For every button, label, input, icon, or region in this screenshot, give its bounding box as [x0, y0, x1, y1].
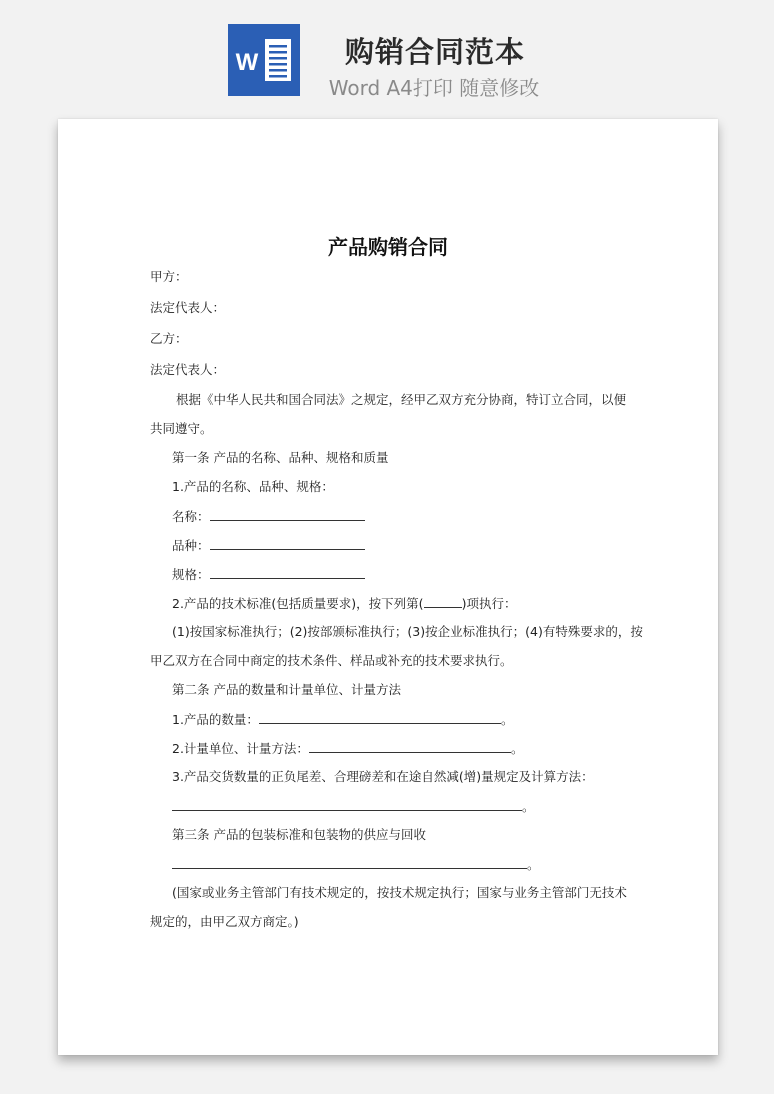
unit-method-label: 2.计量单位、计量方法：	[172, 741, 309, 756]
article-2-item-3: 3.产品交货数量的正负尾差、合理磅差和在途自然减(增)量规定及计算方法：	[172, 769, 594, 784]
packaging-period: 。	[527, 857, 540, 872]
variety-label: 品种：	[172, 538, 210, 553]
party-b-rep-label: 法定代表人：	[150, 362, 226, 377]
tech-standard-blank[interactable]	[424, 595, 462, 608]
party-a-rep-label: 法定代表人：	[150, 300, 226, 315]
tolerance-row	[172, 798, 535, 815]
spec-label: 规格：	[172, 567, 210, 582]
quantity-row	[172, 711, 513, 728]
variety-blank[interactable]	[210, 537, 365, 550]
article-3-note-1: (国家或业务主管部门有技术规定的，按技术规定执行；国家与业务主管部门无技术	[172, 885, 627, 900]
packaging-row	[172, 856, 540, 873]
tolerance-period: 。	[522, 799, 535, 814]
tech-standard-post: )项执行：	[461, 596, 517, 611]
article-3-note-2: 规定的，由甲乙双方商定。)	[150, 914, 299, 929]
page-subtitle: Word A4打印 随意修改	[328, 76, 540, 100]
tolerance-blank[interactable]	[172, 798, 522, 811]
tech-standard-detail-1: (1)按国家标准执行；(2)按部颁标准执行；(3)按企业标准执行；(4)有特殊要求的，按	[172, 624, 643, 639]
intro-line-1: 根据《中华人民共和国合同法》之规定，经甲乙双方充分协商，特订立合同，以便	[176, 392, 627, 407]
party-a-label: 甲方：	[150, 269, 188, 284]
document-page	[58, 119, 718, 1055]
article-1-item-1: 1.产品的名称、品种、规格：	[172, 479, 334, 494]
unit-method-period: 。	[510, 741, 524, 756]
spec-row	[172, 566, 365, 583]
party-b-label: 乙方：	[150, 331, 188, 346]
article-1-item-2	[172, 595, 516, 612]
name-label: 名称：	[172, 509, 210, 524]
quantity-blank[interactable]	[259, 711, 501, 724]
page-title: 购销合同范本	[344, 35, 525, 69]
tech-standard-pre: 2.产品的技术标准(包括质量要求)，按下列第(	[172, 596, 424, 611]
packaging-blank[interactable]	[172, 856, 527, 869]
tech-standard-detail-2: 甲乙双方在合同中商定的技术条件、样品或补充的技术要求执行。	[150, 653, 513, 668]
word-logo-letter: W	[235, 49, 259, 76]
unit-method-row	[172, 740, 523, 757]
variety-row	[172, 537, 365, 554]
quantity-label: 1.产品的数量：	[172, 712, 259, 727]
intro-line-2: 共同遵守。	[150, 421, 213, 436]
quantity-period: 。	[500, 712, 514, 727]
name-row	[172, 508, 365, 525]
document-title: 产品购销合同	[328, 235, 448, 259]
article-3-title: 第三条 产品的包装标准和包装物的供应与回收	[172, 827, 426, 842]
article-2-title: 第二条 产品的数量和计量单位、计量方法	[172, 682, 401, 697]
page-header	[0, 0, 774, 118]
name-blank[interactable]	[210, 508, 365, 521]
unit-method-blank[interactable]	[309, 740, 511, 753]
spec-blank[interactable]	[210, 566, 365, 579]
article-1-title: 第一条 产品的名称、品种、规格和质量	[172, 450, 389, 465]
word-icon	[228, 24, 300, 96]
